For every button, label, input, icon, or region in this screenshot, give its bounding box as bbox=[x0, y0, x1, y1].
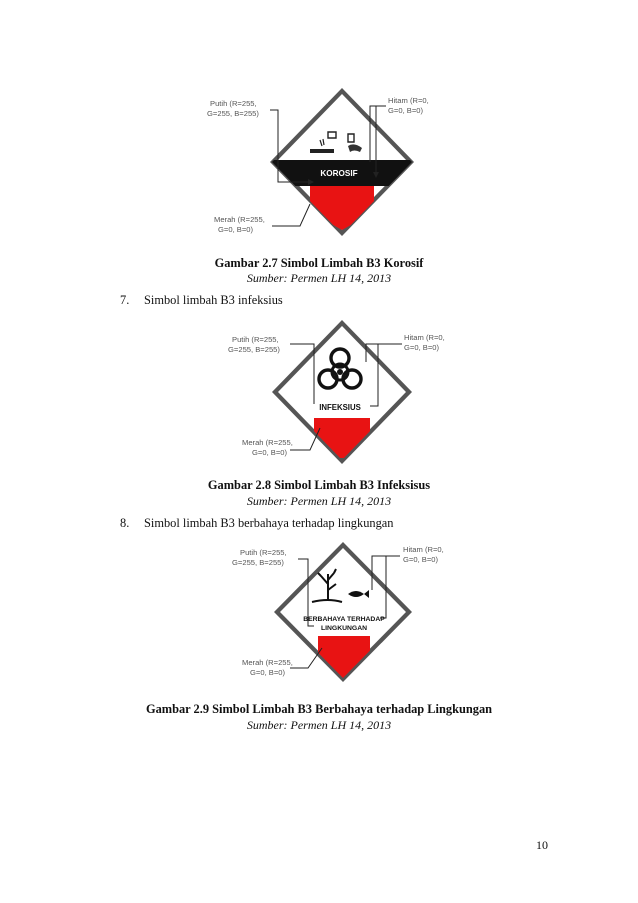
list-item-text: Simbol limbah B3 infeksius bbox=[144, 293, 283, 307]
figure-korosif bbox=[207, 84, 450, 244]
list-item-text: Simbol limbah B3 berbahaya terhadap lingkungan bbox=[144, 516, 394, 530]
lingkungan-symbol-diagram bbox=[210, 538, 450, 688]
svg-text:Merah (R=255,: Merah (R=255, bbox=[242, 438, 293, 447]
svg-text:Putih (R=255,: Putih (R=255, bbox=[232, 335, 279, 344]
svg-text:G=255, B=255): G=255, B=255) bbox=[207, 109, 259, 118]
svg-text:Hitam (R=0,: Hitam (R=0, bbox=[404, 333, 445, 342]
svg-text:Hitam (R=0,: Hitam (R=0, bbox=[403, 545, 444, 554]
svg-text:Putih (R=255,: Putih (R=255, bbox=[240, 548, 287, 557]
korosif-symbol-diagram bbox=[207, 84, 450, 244]
svg-text:Merah (R=255,: Merah (R=255, bbox=[242, 658, 293, 667]
red-area bbox=[310, 186, 374, 230]
figure-source: Sumber: Permen LH 14, 2013 bbox=[246, 494, 392, 508]
figure-source: Sumber: Permen LH 14, 2013 bbox=[246, 271, 392, 285]
figure-source: Sumber: Permen LH 14, 2013 bbox=[246, 718, 392, 732]
label-red bbox=[242, 438, 293, 457]
svg-text:G=255, B=255): G=255, B=255) bbox=[228, 345, 280, 354]
svg-text:Merah (R=255,: Merah (R=255, bbox=[214, 215, 265, 224]
infeksius-symbol-diagram bbox=[210, 314, 450, 466]
svg-text:G=0, B=0): G=0, B=0) bbox=[252, 448, 288, 457]
svg-text:G=0, B=0): G=0, B=0) bbox=[250, 668, 286, 677]
svg-text:Putih (R=255,: Putih (R=255, bbox=[210, 99, 257, 108]
label-red bbox=[214, 215, 265, 234]
label-black bbox=[388, 96, 429, 115]
svg-text:G=0, B=0): G=0, B=0) bbox=[403, 555, 439, 564]
svg-text:G=255, B=255): G=255, B=255) bbox=[232, 558, 284, 567]
label-white bbox=[228, 335, 280, 354]
list-item bbox=[120, 516, 393, 531]
symbol-text: KOROSIF bbox=[320, 169, 358, 178]
figure-caption: Gambar 2.8 Simbol Limbah B3 Infeksisus bbox=[207, 478, 431, 492]
figure-caption: Gambar 2.7 Simbol Limbah B3 Korosif bbox=[214, 256, 424, 270]
figure-infeksius bbox=[210, 314, 450, 466]
label-red bbox=[242, 658, 293, 677]
svg-text:G=0, B=0): G=0, B=0) bbox=[218, 225, 254, 234]
label-white bbox=[232, 548, 287, 567]
label-white bbox=[207, 99, 259, 118]
svg-text:Hitam (R=0,: Hitam (R=0, bbox=[388, 96, 429, 105]
symbol-text: INFEKSIUS bbox=[319, 403, 361, 412]
list-item bbox=[120, 293, 283, 308]
label-black bbox=[403, 545, 444, 564]
page-number: 10 bbox=[536, 838, 548, 852]
label-black bbox=[404, 333, 445, 352]
svg-text:G=0, B=0): G=0, B=0) bbox=[404, 343, 440, 352]
svg-text:G=0, B=0): G=0, B=0) bbox=[388, 106, 424, 115]
red-area bbox=[318, 636, 370, 678]
figure-caption: Gambar 2.9 Simbol Limbah B3 Berbahaya terhadap Lingkungan bbox=[145, 702, 493, 716]
list-item-number: 7. bbox=[120, 293, 130, 307]
symbol-text-line1: BERBAHAYA TERHADAP bbox=[303, 616, 385, 623]
figure-lingkungan bbox=[210, 538, 450, 688]
red-area bbox=[314, 418, 370, 458]
list-item-number: 8. bbox=[120, 516, 130, 530]
symbol-text-line2: LINGKUNGAN bbox=[320, 625, 368, 632]
